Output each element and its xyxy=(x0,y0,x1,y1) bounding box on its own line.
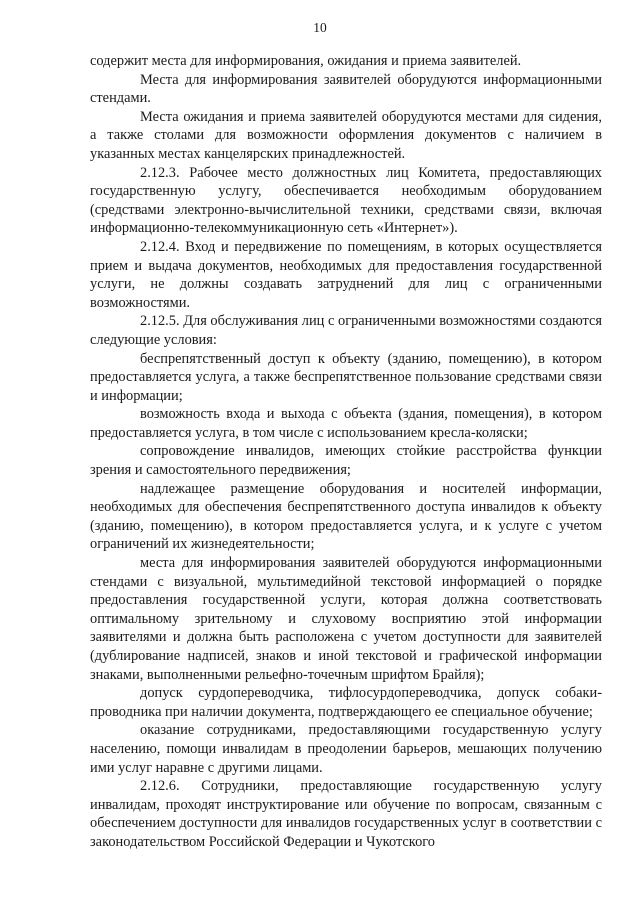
page-number: 10 xyxy=(313,20,327,35)
paragraph: 2.12.5. Для обслуживания лиц с ограниченными возможностями создаются следующие условия: xyxy=(90,313,602,348)
paragraph: возможность входа и выхода с объекта (здания, помещения), в котором предоставляется услуга, в том числе с использованием кресла-коляски; xyxy=(90,406,602,441)
paragraph: 2.12.3. Рабочее место должностных лиц Комитета, предоставляющих государственную услугу, обеспечивается необходимым оборудованием (средствами электронно-вычислительной техники, средствами связи, включая информационно-телекоммуникационную сеть «Интернет»). xyxy=(90,164,602,237)
paragraph: допуск сурдопереводчика, тифлосурдопереводчика, допуск собаки-проводника при наличии документа, подтверждающего ее специальное обучение; xyxy=(90,685,602,720)
paragraph: сопровождение инвалидов, имеющих стойкие расстройства функции зрения и самостоятельного передвижения; xyxy=(90,443,602,479)
paragraph: 2.12.4. Вход и передвижение по помещениям, в которых осуществляется прием и выдача документов, необходимых для предоставления государственной услуги, не должны создавать затруднений для лиц с ограниченными возможностями. xyxy=(90,238,602,311)
paragraph: беспрепятственный доступ к объекту (зданию, помещению), в котором предоставляется услуга, а также беспрепятственное пользование средствами связи и информации; xyxy=(90,350,602,404)
paragraph: Места ожидания и приема заявителей оборудуются местами для сидения, а также столами для возможности оформления документов с наличием в указанных местах канцелярских принадлежностей. xyxy=(90,108,602,162)
document-body xyxy=(90,52,602,852)
paragraph: 2.12.6. Сотрудники, предоставляющие государственную услугу инвалидам, проходят инструктирование или обучение по вопросам, связанным с обеспечением доступности для инвалидов государственных услуг в соответствии с законодательством Российской Федерации и Чукотского xyxy=(90,778,602,850)
paragraph: содержит места для информирования, ожидания и приема заявителей. xyxy=(90,53,522,69)
paragraph: Места для информирования заявителей оборудуются информационными стендами. xyxy=(90,71,602,107)
paragraph: надлежащее размещение оборудования и носителей информации, необходимых для обеспечения беспрепятственного доступа инвалидов к объекту (зданию, помещению), в котором предоставляется услуга, и к услуге с учетом ограничений их жизнедеятельности; xyxy=(90,480,602,553)
paragraph: места для информирования заявителей оборудуются информационными стендами с визуальной, мультимедийной текстовой информацией о порядке предоставления государственной услуги, которая должна соответствовать оптимальному зрительному и слуховому восприятию этой информации заявителями и должна быть расположена с учетом доступности для заявителей (дублирование надписей, знаков и иной текстовой и графической информации знаками, выполненными рельефно-точечным шрифтом Брайля); xyxy=(90,555,602,683)
paragraph: оказание сотрудниками, предоставляющими государственную услугу населению, помощи инвалидам в преодолении барьеров, мешающих получению ими услуг наравне с другими лицами. xyxy=(90,722,602,776)
